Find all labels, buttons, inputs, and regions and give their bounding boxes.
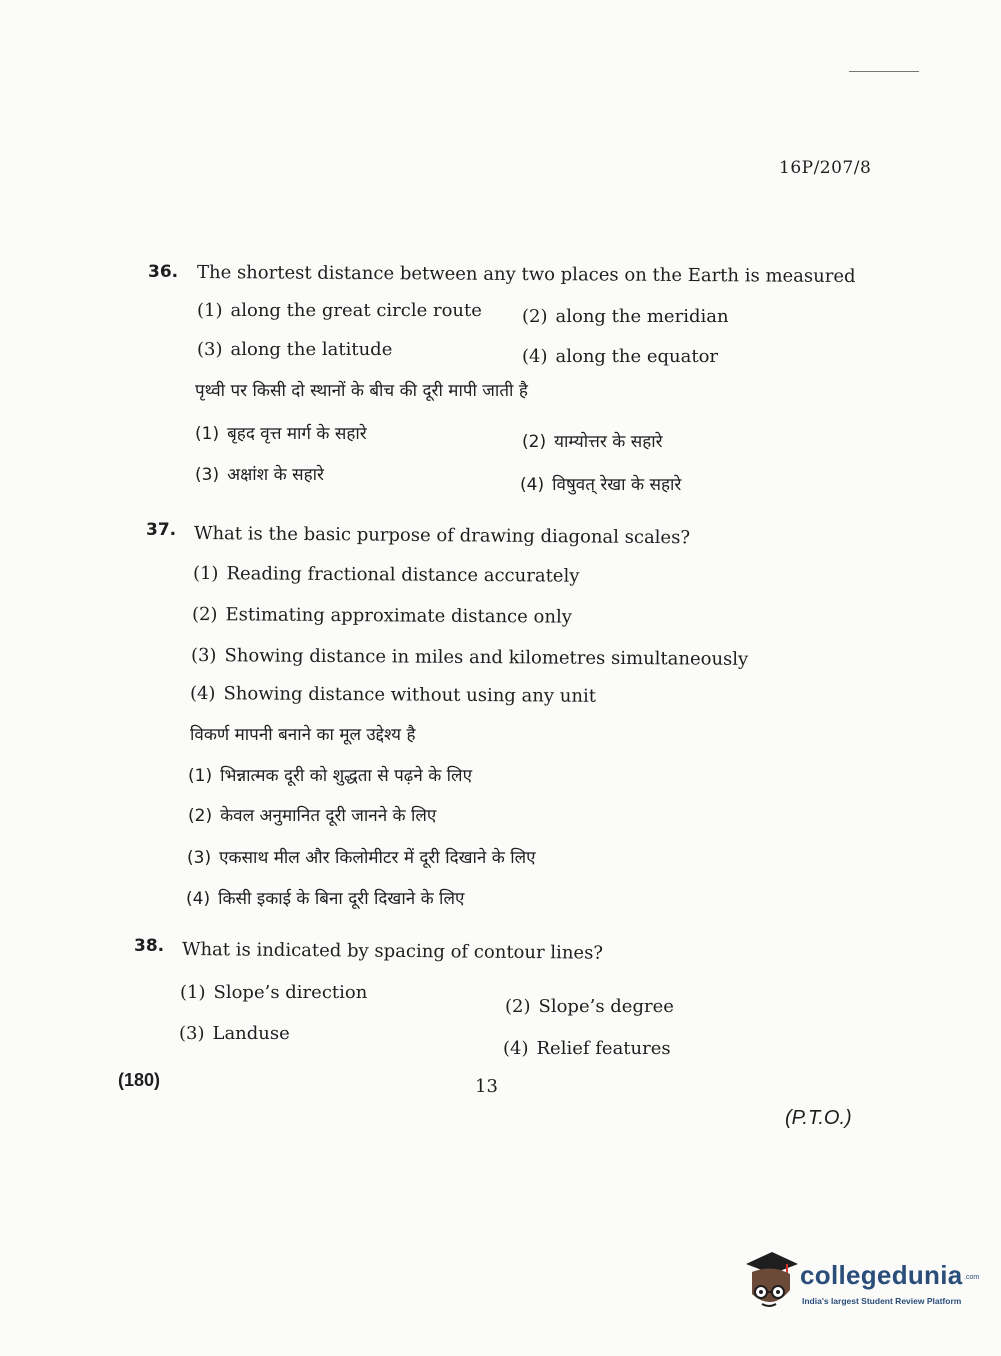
option-hi: (2) याम्योत्तर के सहारे xyxy=(522,432,663,452)
brand-tagline: India's largest Student Review Platform xyxy=(802,1296,962,1306)
option-hi: (4) किसी इकाई के बिना दूरी दिखाने के लिए xyxy=(186,889,465,909)
option-en: (2) along the meridian xyxy=(522,306,729,327)
collegedunia-logo xyxy=(742,1250,980,1322)
option-hi: (1) बृहद वृत्त मार्ग के सहारे xyxy=(195,424,367,444)
option-en: (3) Showing distance in miles and kilometres simultaneously xyxy=(190,645,749,670)
option-hi: (1) भिन्नात्मक दूरी को शुद्धता से पढ़ने के लिए xyxy=(188,766,472,786)
option-en: (3) Landuse xyxy=(179,1023,290,1044)
set-number: (180) xyxy=(118,1070,161,1090)
option-en: (4) along the equator xyxy=(522,346,719,367)
option-hi: (4) विषुवत् रेखा के सहारे xyxy=(520,475,682,495)
option-hi: (3) अक्षांश के सहारे xyxy=(195,465,324,485)
option-en: (1) Reading fractional distance accurately xyxy=(192,563,580,587)
brand-name: collegedunia xyxy=(800,1260,963,1290)
question-text-en: The shortest distance between any two places on the Earth is measured xyxy=(196,262,856,288)
option-en: (2) Slope’s degree xyxy=(505,996,674,1017)
question-number: 37. xyxy=(146,520,177,540)
brand-com: .com xyxy=(964,1274,980,1281)
mascot-icon xyxy=(742,1250,800,1314)
option-en: (1) Slope’s direction xyxy=(180,982,368,1003)
option-en: (2) Estimating approximate distance only xyxy=(191,604,572,628)
option-en: (1) along the great circle route xyxy=(197,300,482,321)
pto-label: (P.T.O.) xyxy=(785,1107,852,1129)
question-text-en: What is the basic purpose of drawing diagonal scales? xyxy=(193,523,691,549)
header-rule xyxy=(849,71,919,72)
option-en: (4) Showing distance without using any unit xyxy=(189,683,597,707)
question-text-hi: विकर्ण मापनी बनाने का मूल उद्देश्य है xyxy=(190,725,416,745)
paper-code: 16P/207/8 xyxy=(779,158,872,178)
question-text-hi: पृथ्वी पर किसी दो स्थानों के बीच की दूरी मापी जाती है xyxy=(195,381,528,401)
option-hi: (2) केवल अनुमानित दूरी जानने के लिए xyxy=(188,806,437,826)
option-hi: (3) एकसाथ मील और किलोमीटर में दूरी दिखाने के लिए xyxy=(187,848,536,868)
question-number: 38. xyxy=(134,936,165,956)
page-number: 13 xyxy=(475,1076,498,1097)
question-number: 36. xyxy=(148,262,179,282)
option-en: (3) along the latitude xyxy=(197,339,393,360)
option-en: (4) Relief features xyxy=(503,1038,671,1059)
question-text-en: What is indicated by spacing of contour lines? xyxy=(181,939,604,964)
